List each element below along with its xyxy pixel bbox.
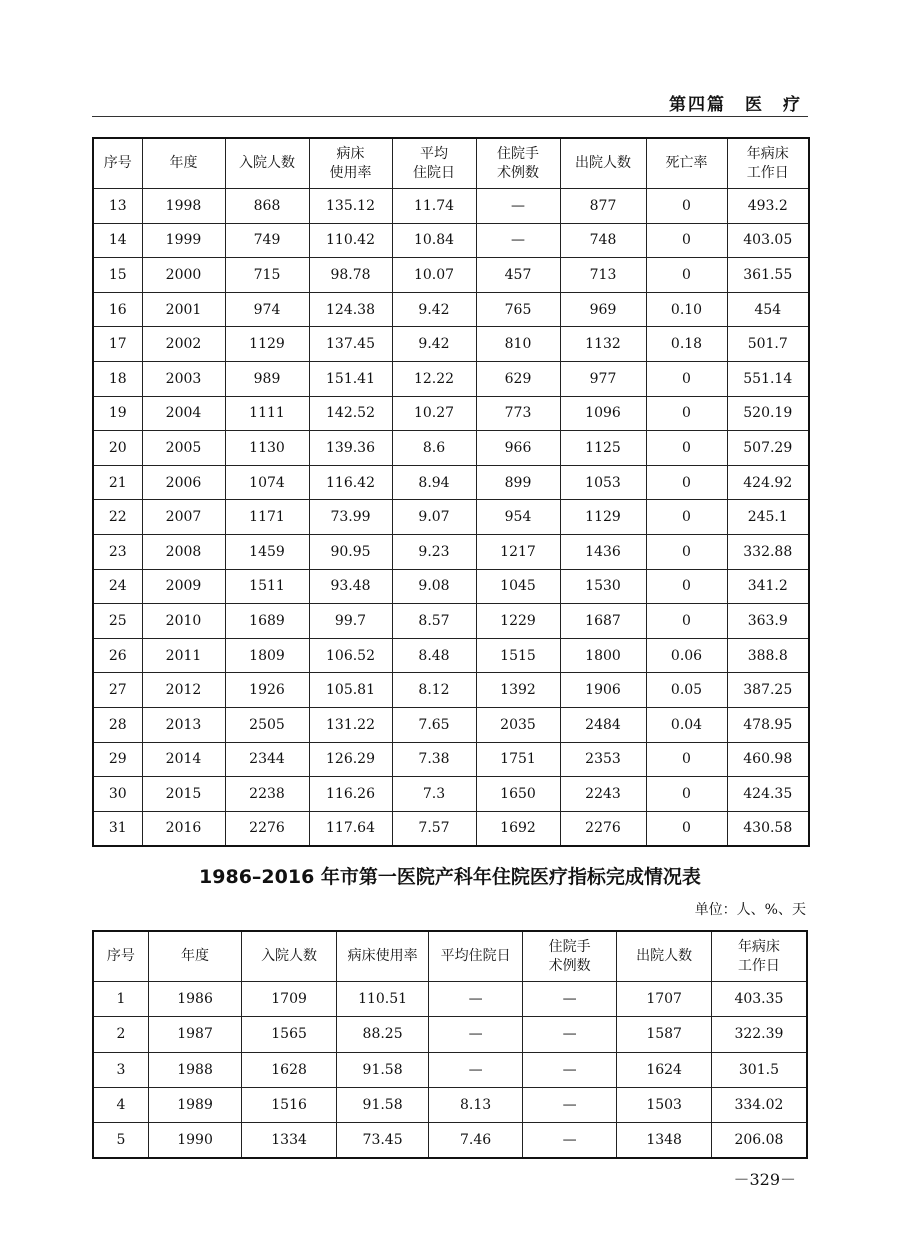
table-cell: — [476,223,560,258]
table-cell: 0.04 [646,707,727,742]
table-cell: 8.48 [392,638,476,673]
table-cell: 1515 [476,638,560,673]
table-cell: 1998 [142,189,225,224]
table-cell: 1503 [617,1087,712,1122]
column-header [727,138,809,189]
page-number: －329－ [733,1170,796,1189]
table-row [93,742,809,777]
table-cell: 520.19 [727,396,809,431]
table-row [93,1052,807,1087]
table-row [93,292,809,327]
table-cell: 1 [93,982,148,1017]
table-cell: — [429,1017,523,1052]
table-cell: 9.08 [392,569,476,604]
column-header [711,931,807,982]
table-cell: 151.41 [309,361,392,396]
table-cell: 7.46 [429,1123,523,1159]
table-cell: — [476,189,560,224]
table-row [93,604,809,639]
table-cell: 2003 [142,361,225,396]
table-cell: 30 [93,777,142,812]
table-cell: 90.95 [309,534,392,569]
table-cell: 142.52 [309,396,392,431]
table-cell: 7.38 [392,742,476,777]
table-cell: 2002 [142,327,225,362]
table-cell: — [522,1017,617,1052]
table-cell: — [522,1087,617,1122]
table-cell: 1459 [225,534,309,569]
table-cell: 0.18 [646,327,727,362]
table-cell: 430.58 [727,811,809,846]
table-cell: 1125 [560,431,646,466]
table-cell: 1707 [617,982,712,1017]
table-row [93,258,809,293]
table-cell: 966 [476,431,560,466]
table-cell: 1392 [476,673,560,708]
table-cell: 1988 [148,1052,242,1087]
table-row [93,500,809,535]
table-row [93,777,809,812]
table-cell: 21 [93,465,142,500]
table-cell: 0.05 [646,673,727,708]
table-cell: 765 [476,292,560,327]
table-cell: 110.51 [336,982,429,1017]
column-header [142,138,225,189]
table-cell: 1129 [560,500,646,535]
table-cell: 1990 [148,1123,242,1159]
table-cell: 1689 [225,604,309,639]
table-cell: 551.14 [727,361,809,396]
table-cell: 2016 [142,811,225,846]
table-row [93,327,809,362]
table-cell: 2276 [225,811,309,846]
table-cell: 126.29 [309,742,392,777]
table-cell: 0 [646,361,727,396]
table-header-row [93,931,807,982]
table-cell: 2011 [142,638,225,673]
table-cell: 0 [646,396,727,431]
table-cell: 2 [93,1017,148,1052]
table-row [93,1017,807,1052]
table-row [93,1087,807,1122]
table-cell: 969 [560,292,646,327]
column-header [646,138,727,189]
table-row [93,189,809,224]
table-cell: 0 [646,465,727,500]
table-cell: 9.07 [392,500,476,535]
table-cell: 403.05 [727,223,809,258]
column-header-text: 序号 [103,155,132,171]
table-cell: 332.88 [727,534,809,569]
table-cell: 1687 [560,604,646,639]
table-cell: 18 [93,361,142,396]
table-cell: 9.42 [392,327,476,362]
table-cell: 1511 [225,569,309,604]
table-cell: 748 [560,223,646,258]
column-header-text: 出院人数 [575,155,631,171]
table-cell: 713 [560,258,646,293]
column-header-text: 术例数 [497,164,539,181]
column-header-text: 住院日 [413,164,455,181]
column-header [93,931,148,982]
table-cell: 93.48 [309,569,392,604]
table-cell: 1650 [476,777,560,812]
table-cell: 1074 [225,465,309,500]
column-header [93,138,142,189]
table-cell: 454 [727,292,809,327]
table-cell: 715 [225,258,309,293]
table-cell: 0 [646,777,727,812]
table-cell: 8.57 [392,604,476,639]
column-header [617,931,712,982]
table-cell: 1129 [225,327,309,362]
table-cell: 2000 [142,258,225,293]
table-row [93,638,809,673]
table-cell: 12.22 [392,361,476,396]
table-cell: 110.42 [309,223,392,258]
table-header-row [93,138,809,189]
table-cell: 361.55 [727,258,809,293]
table-cell: 137.45 [309,327,392,362]
table-cell: 0 [646,223,727,258]
table-cell: — [429,982,523,1017]
table-row [93,431,809,466]
table-title: 1986–2016 年市第一医院产科年住院医疗指标完成情况表 [199,866,701,888]
table-cell: 1565 [242,1017,337,1052]
table-row [93,396,809,431]
column-header-text: 住院手 [548,938,591,955]
table-cell: 15 [93,258,142,293]
table-cell: 1132 [560,327,646,362]
table-cell: 2015 [142,777,225,812]
table-cell: 27 [93,673,142,708]
column-header [148,931,242,982]
table-cell: 1111 [225,396,309,431]
table-cell: 2014 [142,742,225,777]
table-cell: 387.25 [727,673,809,708]
table-cell: 1628 [242,1052,337,1087]
table-cell: 2238 [225,777,309,812]
table-cell: 1587 [617,1017,712,1052]
table-cell: 1986 [148,982,242,1017]
column-header-text: 使用率 [329,164,372,181]
section-title: 第四篇 医 疗 [669,95,802,115]
table-cell: 2035 [476,707,560,742]
table-cell: 8.6 [392,431,476,466]
table-cell: 1906 [560,673,646,708]
table-cell: — [522,1123,617,1159]
column-header-text: 术例数 [548,957,591,974]
column-header-text: 年病床 [746,145,789,162]
table-cell: — [522,982,617,1017]
table-cell: 2344 [225,742,309,777]
column-header-text: 年度 [169,155,198,171]
table-cell: 0 [646,431,727,466]
table-cell: 124.38 [309,292,392,327]
table-cell: 26 [93,638,142,673]
table-cell: 17 [93,327,142,362]
table-cell: 0 [646,569,727,604]
table-cell: 9.42 [392,292,476,327]
table-cell: 10.84 [392,223,476,258]
table-cell: 91.58 [336,1052,429,1087]
table-cell: 1751 [476,742,560,777]
table-cell: 0.10 [646,292,727,327]
table-cell: 8.13 [429,1087,523,1122]
table-cell: 206.08 [711,1123,807,1159]
table-cell: 2012 [142,673,225,708]
table-cell: 1348 [617,1123,712,1159]
table-cell: 99.7 [309,604,392,639]
column-header-text: 工作日 [737,957,780,974]
table-row [93,361,809,396]
table-cell: 3 [93,1052,148,1087]
table-cell: 1130 [225,431,309,466]
column-header [242,931,337,982]
column-header-text: 住院手 [497,145,539,162]
table-cell: 424.92 [727,465,809,500]
column-header-text: 工作日 [746,164,789,181]
table-cell: 974 [225,292,309,327]
table-row [93,1123,807,1159]
table-cell: 22 [93,500,142,535]
column-header-text: 入院人数 [261,948,318,964]
table-cell: 13 [93,189,142,224]
table-row [93,673,809,708]
table-cell: 1436 [560,534,646,569]
table-cell: 10.27 [392,396,476,431]
column-header [392,138,476,189]
table-cell: 0 [646,534,727,569]
table-cell: 2353 [560,742,646,777]
table-cell: 24 [93,569,142,604]
table-cell: 116.26 [309,777,392,812]
table-cell: 98.78 [309,258,392,293]
table-cell: 11.74 [392,189,476,224]
table-cell: 1989 [148,1087,242,1122]
table-cell: 31 [93,811,142,846]
table-cell: 629 [476,361,560,396]
table-cell: 16 [93,292,142,327]
table-cell: 7.57 [392,811,476,846]
table-cell: 2009 [142,569,225,604]
table-cell: 0.06 [646,638,727,673]
table-cell: 9.23 [392,534,476,569]
unit-note: 单位：人、%、天 [694,902,806,918]
table-cell: 1516 [242,1087,337,1122]
table-cell: 899 [476,465,560,500]
column-header-text: 平均 [420,145,448,162]
table-row [93,223,809,258]
table-cell: 2243 [560,777,646,812]
table-cell: 749 [225,223,309,258]
table-cell: 73.45 [336,1123,429,1159]
column-header-text: 病床使用率 [347,948,418,964]
table-cell: 501.7 [727,327,809,362]
table-cell: 2013 [142,707,225,742]
table-cell: 116.42 [309,465,392,500]
table-cell: 7.3 [392,777,476,812]
column-header-text: 年度 [181,948,210,964]
table-row [93,569,809,604]
table-cell: 1096 [560,396,646,431]
table-cell: 245.1 [727,500,809,535]
table-cell: 135.12 [309,189,392,224]
table-cell: 1217 [476,534,560,569]
table-cell: 989 [225,361,309,396]
table-cell: 105.81 [309,673,392,708]
table-cell: 2484 [560,707,646,742]
table-cell: — [429,1052,523,1087]
table-cell: 139.36 [309,431,392,466]
table-cell: 131.22 [309,707,392,742]
table-cell: 1229 [476,604,560,639]
table-cell: 0 [646,811,727,846]
table-cell: 23 [93,534,142,569]
table-cell: 2276 [560,811,646,846]
inpatient-indicators-table-continued [92,137,810,847]
table-cell: 0 [646,500,727,535]
table-cell: 1709 [242,982,337,1017]
table-cell: 403.35 [711,982,807,1017]
table-cell: 20 [93,431,142,466]
table-row [93,534,809,569]
column-header-text: 出院人数 [636,948,693,964]
column-header-text: 年病床 [737,938,780,955]
table-cell: 106.52 [309,638,392,673]
table-cell: 2505 [225,707,309,742]
table-cell: 5 [93,1123,148,1159]
column-header-text: 平均住院日 [440,948,511,964]
table-cell: 1624 [617,1052,712,1087]
table-cell: 460.98 [727,742,809,777]
table-cell: 334.02 [711,1087,807,1122]
table-cell: 1334 [242,1123,337,1159]
table-cell: 1999 [142,223,225,258]
table-cell: 4 [93,1087,148,1122]
table-cell: — [522,1052,617,1087]
table-cell: 1530 [560,569,646,604]
table-cell: 8.12 [392,673,476,708]
table-cell: 1987 [148,1017,242,1052]
table-cell: 1926 [225,673,309,708]
table-cell: 91.58 [336,1087,429,1122]
table-cell: 424.35 [727,777,809,812]
column-header-text: 死亡率 [665,155,708,171]
table-cell: 1171 [225,500,309,535]
table-cell: 322.39 [711,1017,807,1052]
table-cell: 877 [560,189,646,224]
table-cell: 341.2 [727,569,809,604]
table-cell: 2005 [142,431,225,466]
table-cell: 1800 [560,638,646,673]
table-cell: 2008 [142,534,225,569]
table-cell: 810 [476,327,560,362]
table-cell: 8.94 [392,465,476,500]
table-cell: 19 [93,396,142,431]
table-cell: 117.64 [309,811,392,846]
table-row [93,982,807,1017]
table-cell: 2006 [142,465,225,500]
table-cell: 29 [93,742,142,777]
column-header [225,138,309,189]
table-cell: 1045 [476,569,560,604]
table-cell: 88.25 [336,1017,429,1052]
table-cell: 507.29 [727,431,809,466]
table-cell: 10.07 [392,258,476,293]
column-header [429,931,523,982]
column-header [522,931,617,982]
table-cell: 493.2 [727,189,809,224]
table-cell: 2004 [142,396,225,431]
table-cell: 0 [646,604,727,639]
table-cell: 1809 [225,638,309,673]
table-cell: 977 [560,361,646,396]
table-cell: 388.8 [727,638,809,673]
table-cell: 954 [476,500,560,535]
table-cell: 7.65 [392,707,476,742]
column-header [336,931,429,982]
table-cell: 2010 [142,604,225,639]
table-cell: 0 [646,742,727,777]
table-cell: 773 [476,396,560,431]
table-row [93,707,809,742]
table-cell: 301.5 [711,1052,807,1087]
table-cell: 0 [646,258,727,293]
column-header [560,138,646,189]
table-cell: 2007 [142,500,225,535]
table-cell: 73.99 [309,500,392,535]
running-header [92,84,808,117]
table-cell: 14 [93,223,142,258]
table-cell: 2001 [142,292,225,327]
table-row [93,811,809,846]
table-cell: 1692 [476,811,560,846]
column-header [309,138,392,189]
column-header-text: 入院人数 [239,155,295,171]
obstetrics-indicators-table [92,930,808,1159]
column-header-text: 病床 [336,145,365,162]
table-cell: 0 [646,189,727,224]
table-cell: 1053 [560,465,646,500]
table-cell: 363.9 [727,604,809,639]
table-cell: 478.95 [727,707,809,742]
table-row [93,465,809,500]
table-cell: 28 [93,707,142,742]
table-cell: 25 [93,604,142,639]
table-cell: 868 [225,189,309,224]
column-header [476,138,560,189]
table-cell: 457 [476,258,560,293]
column-header-text: 序号 [106,948,135,964]
